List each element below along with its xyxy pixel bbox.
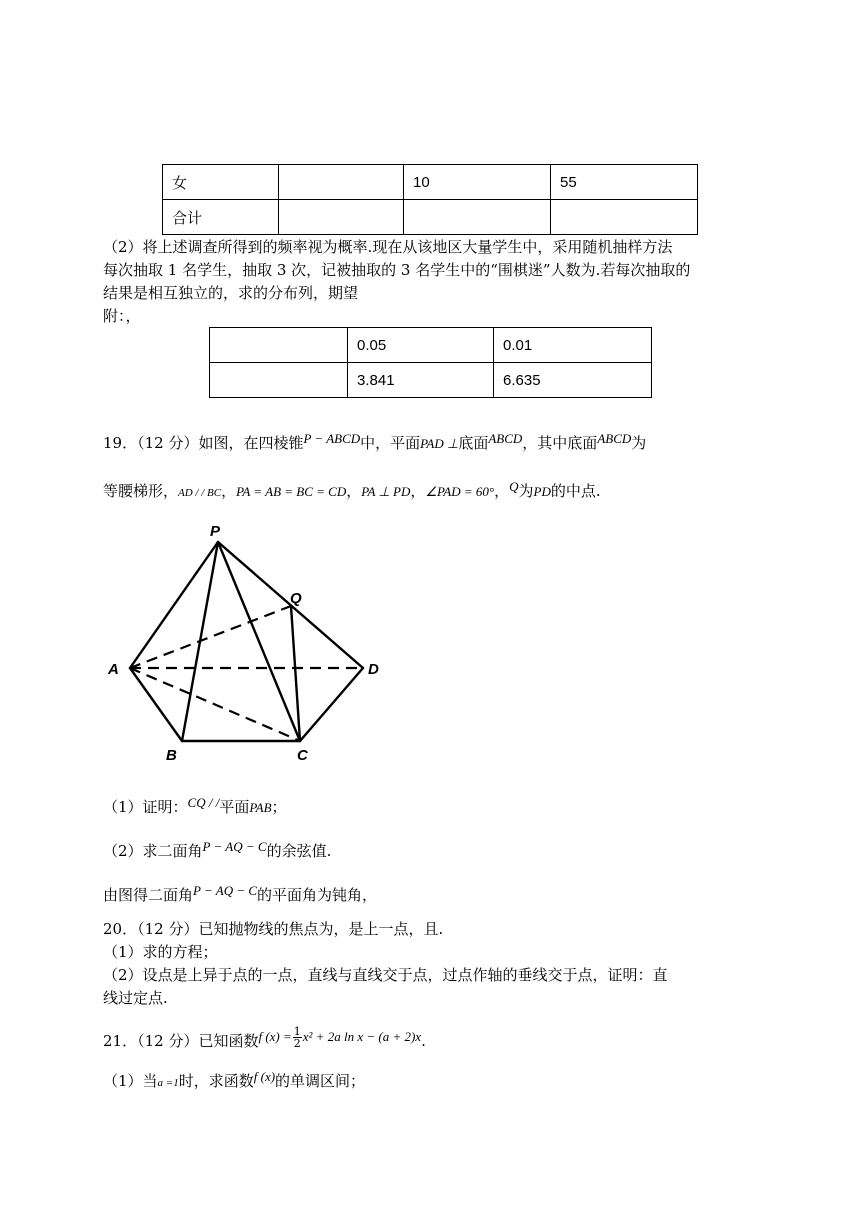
table-cell (210, 328, 348, 363)
q21-line2: （1）当a =1时，求函数f (x)的单调区间； (103, 1069, 366, 1090)
math-expr: PAB (249, 800, 272, 815)
vertex-label-P: P (210, 523, 221, 540)
table-cell: 女 (163, 165, 279, 200)
math-expr: CQ / / (187, 795, 220, 810)
table-cell: 10 (404, 165, 551, 200)
table-cell: 0.05 (348, 328, 494, 363)
math-expr: ∠PAD = 60° (425, 484, 495, 499)
q19-part2: （2）求二面角P − AQ − C的余弦值. (103, 839, 332, 860)
vertex-label-D: D (368, 661, 379, 678)
q20-line3: （2）设点是上异于点的一点，直线与直线交于点，过点作轴的垂线交于点，证明：直 (103, 966, 668, 984)
q18-part2-line1: （2）将上述调查所得到的频率视为概率.现在从该地区大量学生中，采用随机抽样方法 (103, 238, 673, 256)
math-expr: PA ⊥ PD (361, 484, 411, 499)
table-cell: 0.01 (494, 328, 652, 363)
table-cell (551, 200, 698, 235)
math-expr: P − AQ − C (193, 883, 258, 898)
table-cell: 6.635 (494, 363, 652, 398)
q19-line2: 等腰梯形，AD / / BC，PA = AB = BC = CD，PA ⊥ PD，∠PAD = 60°，Q为PD的中点. (103, 479, 601, 500)
table-critical-values (209, 327, 652, 398)
q18-appendix: 附：， (103, 307, 141, 325)
table-cell: 合计 (163, 200, 279, 235)
math-expr: PAD ⊥ (420, 436, 459, 451)
function-lhs: f (x) = (258, 1029, 292, 1044)
vertex-label-B: B (166, 747, 177, 764)
table-row (210, 363, 652, 398)
math-expr: P − ABCD (303, 431, 361, 446)
math-expr: P − AQ − C (202, 839, 267, 854)
math-expr: PA = AB = BC = CD (236, 484, 347, 499)
pyramid-figure (100, 515, 390, 770)
q20-line2: （1）求的方程； (103, 943, 218, 961)
edge-PA (130, 542, 218, 668)
edge-CD (300, 668, 363, 741)
math-expr: AD / / BC (178, 487, 222, 499)
table-cell: 55 (551, 165, 698, 200)
table-cell (210, 363, 348, 398)
math-expr: PD (533, 484, 551, 499)
q18-part2-line3: 结果是相互独立的，求的分布列，期望 (103, 284, 359, 302)
function-rhs: x² + 2a ln x − (a + 2)x (302, 1029, 422, 1044)
table-survey-continued (162, 164, 698, 235)
q19-part1: （1）证明：CQ / /平面PAB； (103, 795, 287, 816)
math-expr: a =1 (157, 1077, 179, 1089)
table-row (210, 328, 652, 363)
q21-line1: 21．（12 分）已知函数f (x) = $\frac{1}{2}$ x² + 2a ln x − (a + 2)x. (103, 1024, 426, 1050)
math-expr: Q (509, 479, 519, 494)
q18-part2-line2: 每次抽取 1 名学生，抽取 3 次，记被抽取的 3 名学生中的“围棋迷”人数为.若每次抽取的 (103, 261, 691, 279)
q19-line1: 19．（12 分）如图，在四棱锥P − ABCD中，平面PAD ⊥底面ABCD，其中底面ABCD为 (103, 431, 647, 452)
q20-line1: 20．（12 分）已知抛物线的焦点为，是上一点，且. (103, 920, 444, 938)
table-row (163, 165, 698, 200)
math-expr: ABCD (597, 431, 632, 446)
fraction-one-half: $\frac{1}{2}$ (293, 1024, 301, 1050)
q19-note: 由图得二面角P − AQ − C的平面角为钝角， (103, 883, 378, 904)
math-expr: ABCD (488, 431, 523, 446)
table-row (163, 200, 698, 235)
vertex-label-C: C (297, 747, 308, 764)
q20-line4: 线过定点. (103, 989, 168, 1007)
vertex-label-A: A (108, 661, 119, 678)
table-cell (279, 200, 404, 235)
table-cell: 3.841 (348, 363, 494, 398)
table-cell (279, 165, 404, 200)
vertex-label-Q: Q (290, 590, 302, 607)
math-expr: f (x) (253, 1069, 276, 1084)
table-cell (404, 200, 551, 235)
